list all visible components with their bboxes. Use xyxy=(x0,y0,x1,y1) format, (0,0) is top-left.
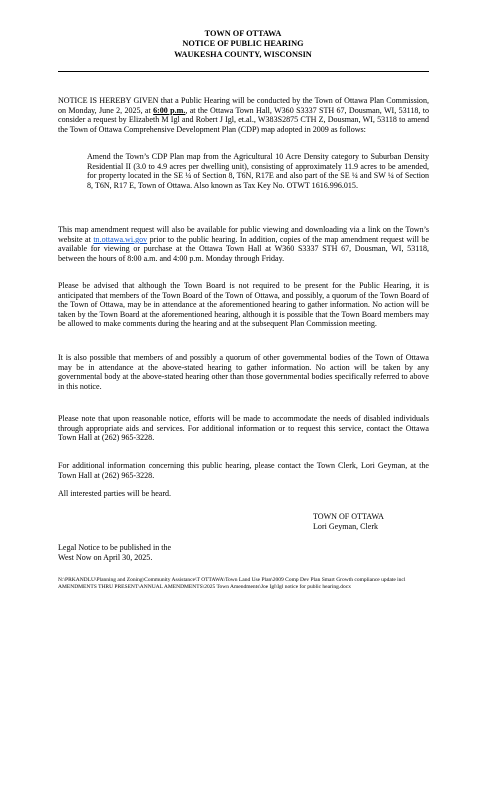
availability-text-start: This map amendment request will also be available for public viewing and downloading via a link on the Town’s website at xyxy=(58,225,429,244)
signature-town: TOWN OF OTTAWA xyxy=(313,512,384,521)
paragraph-notice xyxy=(58,96,429,134)
header-divider xyxy=(58,71,429,72)
availability-text-end: prior to the public hearing. In addition, copies of the map amendment request will be available for viewing or purchase at the Ottawa Town Hall at W360 S3337 STH 67, Dousman, WI, 53118, between the hours of 8:00 a.m. and 4:00 p.m. Monday through Friday. xyxy=(58,234,429,263)
website-link[interactable]: tn.ottawa.wi.gov xyxy=(93,234,148,244)
paragraph-town-board: Please be advised that although the Town Board is not required to be present for the Public Hearing, it is anticipated that members of the Town Board of the Town of Ottawa, and possibly, a quorum of the Town Board of the Town of Ottawa, may be in attendance at the aforementioned hearing to gather information. No action will be taken by the Town Board at the aforementioned hearing, although it is possible that the Town Board members may be allowed to make comments during the hearing and at the subsequent Plan Commission meeting. xyxy=(58,281,429,329)
hearing-time: 6:00 p.m. xyxy=(153,105,186,115)
paragraph-contact: For additional information concerning this public hearing, please contact the Town Clerk, Lori Geyman, at the Town Hall at (262) 965-3228. xyxy=(58,461,429,480)
signature-block xyxy=(313,512,384,531)
header-town: TOWN OF OTTAWA xyxy=(204,29,282,38)
paragraph-other-bodies: It is also possible that members of and possibly a quorum of other governmental bodies of the Town of Ottawa may be in attendance at the above-stated hearing to gather information. No action will be taken by any governmental body at the above-stated hearing other than those governmental bodies specifically referred to above in this notice. xyxy=(58,353,429,391)
paragraph-availability xyxy=(58,225,429,263)
header-county: WAUKESHA COUNTY, WISCONSIN xyxy=(174,49,312,59)
paragraph-accommodation: Please note that upon reasonable notice, efforts will be made to accommodate the needs of disabled individuals through appropriate aids and services. For additional information or to request this service, contact the Ottawa Town Hall at (262) 965-3228. xyxy=(58,414,429,443)
file-path: N:\PRKANDLU\Planning and Zoning\Community Assistance\T OTTAWA\Town Land Use Plan\2009 Comp Dev Plan Smart Growth compliance update incl AMENDMENTS THRU PRESENT\ANNUAL AMENDMENTS\2025 Town Amendments\Joe Igl\Igl notice for public hearing.docx xyxy=(58,577,406,591)
legal-line-1: Legal Notice to be published in the xyxy=(58,543,172,552)
signature-clerk: Lori Geyman, Clerk xyxy=(313,521,379,531)
notice-text-start: NOTICE IS HEREBY GIVEN that a Public Hearing will be conducted by the Town of Ottawa Plan Commission, on Monday, June 2, 2025, at xyxy=(58,96,429,115)
paragraph-interested-parties: All interested parties will be heard. xyxy=(58,489,172,498)
legal-line-2: West Now on April 30, 2025. xyxy=(58,552,153,562)
notice-header xyxy=(0,29,486,60)
paragraph-amendment: Amend the Town’s CDP Plan map from the Agricultural 10 Acre Density category to Suburban Density Residential II (3.0 to 4.9 acres per dwelling unit), consisting of approximately 11.9 acres to be amended, for property located in the SE ¼ of Section 8, T6N, R17E and also part of the SE ¼ and SW ¼ of Section 8, T6N, R17 E, Town of Ottawa. Also known as Tax Key No. OTWT 1616.996.015. xyxy=(87,152,429,190)
notice-text-end: , at the Ottawa Town Hall, W360 S3337 STH 67, Dousman, WI, 53118, to consider a request by Elizabeth M Igl and Robert J Igl, et.al., W383S2875 CTH Z, Dousman, WI, 53118 to amend the Town of Ottawa Comprehensive Development Plan (CDP) map adopted in 2009 as follows: xyxy=(58,105,430,134)
header-title: NOTICE OF PUBLIC HEARING xyxy=(182,39,304,49)
legal-notice xyxy=(58,543,258,562)
